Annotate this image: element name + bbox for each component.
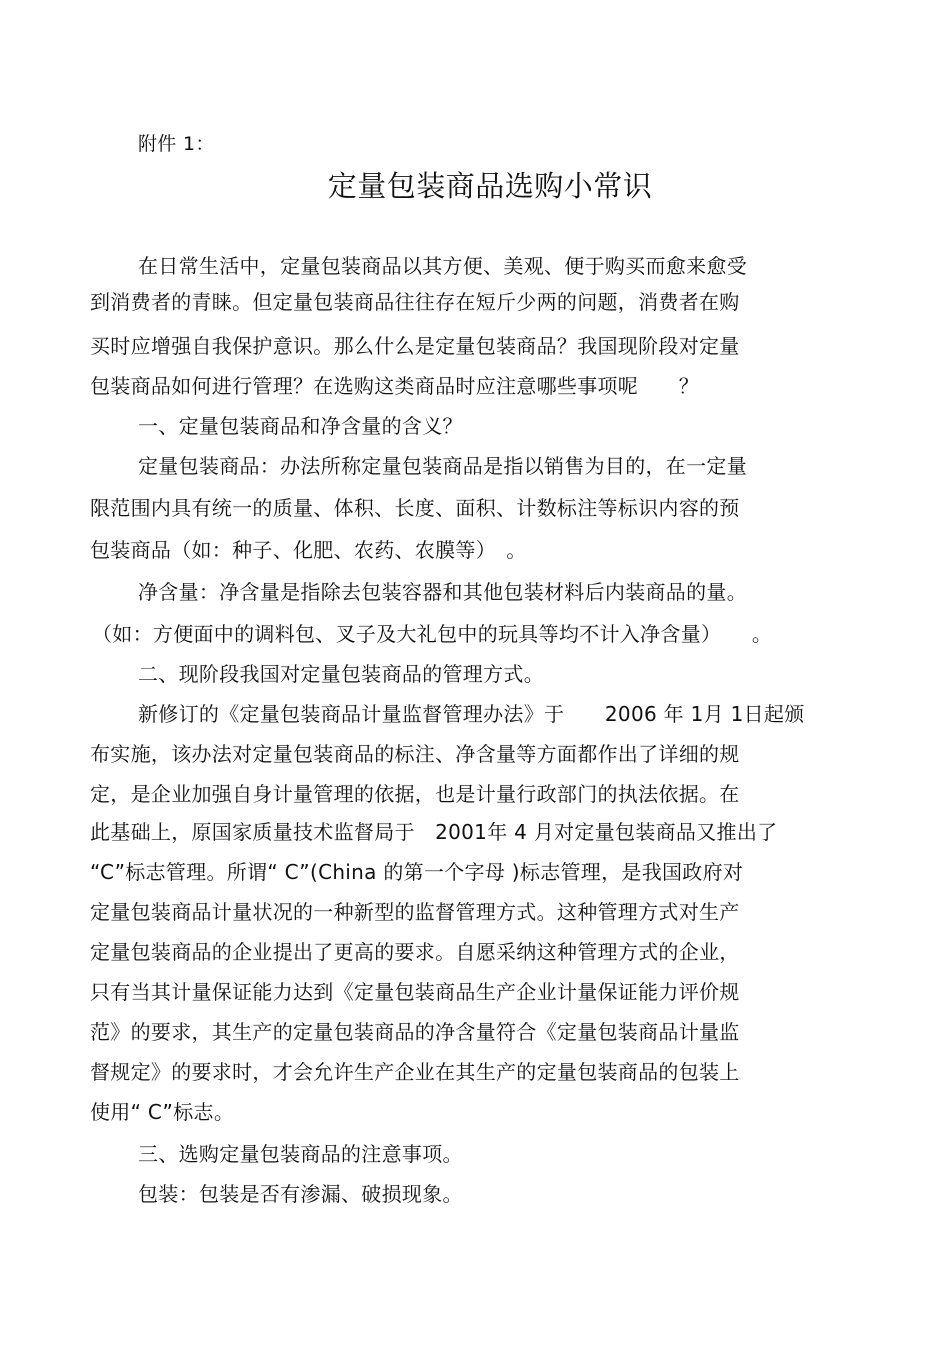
document-title: 定量包装商品选购小常识 [327,169,653,203]
paragraph-line: 定，是企业加强自身计量管理的依据，也是计量行政部门的执法依据。在 [90,782,740,806]
paragraph-line: 新修订的《定量包装商品计量监督管理办法》于 2006 年 1月 1日起颁 [138,702,805,726]
section-heading-2: 二、现阶段我国对定量包装商品的管理方式。 [138,662,544,686]
paragraph-line: 只有当其计量保证能力达到《定量包装商品生产企业计量保证能力评价规 [90,980,740,1004]
paragraph-line: （如：方便面中的调料包、叉子及大礼包中的玩具等均不计入净含量） 。 [92,622,773,646]
paragraph-line: 此基础上，原国家质量技术监督局于 2001年 4 月对定量包装商品又推出了 [90,820,778,844]
paragraph-line: 使用“ C”标志。 [90,1100,235,1124]
section-heading-3: 三、选购定量包装商品的注意事项。 [138,1142,463,1166]
paragraph-line: 督规定》的要求时，才会允许生产企业在其生产的定量包装商品的包装上 [90,1060,740,1084]
paragraph-line: “C”标志管理。所谓“ C”(China 的第一个字母 )标志管理，是我国政府对 [90,860,744,884]
paragraph-line: 布实施，该办法对定量包装商品的标注、净含量等方面都作出了详细的规 [90,742,740,766]
paragraph-line: 定量包装商品的企业提出了更高的要求。自愿采纳这种管理方式的企业， [90,940,740,964]
paragraph-line: 到消费者的青睐。但定量包装商品往往存在短斤少两的问题，消费者在购 [90,290,740,314]
paragraph-line: 定量包装商品：办法所称定量包装商品是指以销售为目的，在一定量 [138,454,747,478]
paragraph-line: 定量包装商品计量状况的一种新型的监督管理方式。这种管理方式对生产 [90,900,740,924]
paragraph-line: 限范围内具有统一的质量、体积、长度、面积、计数标注等标识内容的预 [90,496,740,520]
paragraph-line: 包装商品如何进行管理？在选购这类商品时应注意哪些事项呢 ？ [90,374,699,398]
section-heading-1: 一、定量包装商品和净含量的含义？ [138,414,463,438]
paragraph-line: 包装商品（如：种子、化肥、农药、农膜等） 。 [90,538,527,562]
paragraph-line: 范》的要求，其生产的定量包装商品的净含量符合《定量包装商品计量监 [90,1020,740,1044]
paragraph-line: 净含量：净含量是指除去包装容器和其他包装材料后内装商品的量。 [138,580,747,604]
paragraph-line: 买时应增强自我保护意识。那么什么是定量包装商品？我国现阶段对定量 [90,334,740,358]
attachment-label: 附件 1： [138,133,215,155]
paragraph-line: 在日常生活中，定量包装商品以其方便、美观、便于购买而愈来愈受 [138,254,747,278]
paragraph-line: 包装：包装是否有渗漏、破损现象。 [138,1182,463,1206]
